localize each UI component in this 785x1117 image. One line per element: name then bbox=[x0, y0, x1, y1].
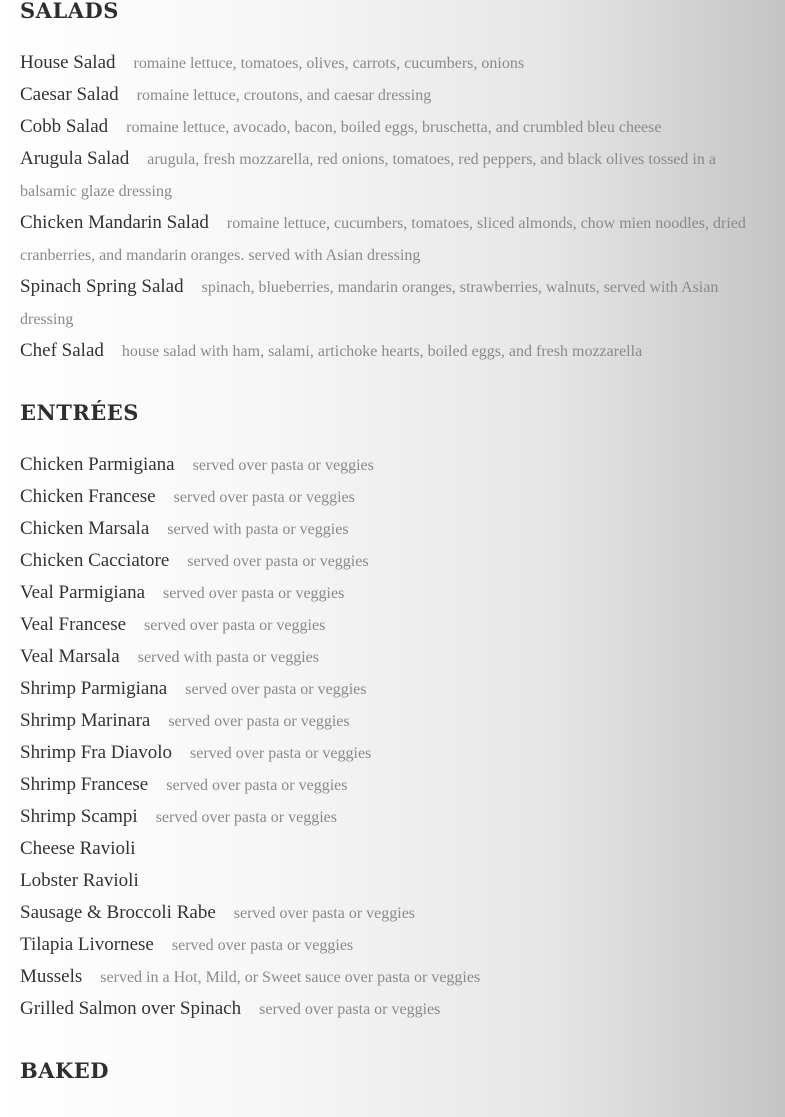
item-name: Tilapia Livornese bbox=[20, 934, 154, 955]
item-name: Shrimp Parmigiana bbox=[20, 678, 168, 699]
item-description: spinach, blueberries, mandarin oranges, strawberries, walnuts, served with Asian dressing bbox=[20, 279, 719, 328]
item-description: served over pasta or veggies bbox=[192, 457, 374, 474]
item-name: Chef Salad bbox=[20, 340, 104, 361]
item-description: served in a Hot, Mild, or Sweet sauce over pasta or veggies bbox=[100, 969, 481, 986]
item-description: served over pasta or veggies bbox=[171, 937, 354, 954]
menu-item bbox=[20, 641, 765, 673]
menu-item bbox=[20, 513, 765, 545]
item-name: Caesar Salad bbox=[20, 84, 119, 105]
item-description: served over pasta or veggies bbox=[144, 617, 326, 634]
item-name: Shrimp Francese bbox=[20, 774, 149, 795]
item-name: House Salad bbox=[20, 52, 116, 73]
item-description: arugula, fresh mozzarella, red onions, tomatoes, red peppers, and black olives tossed in a balsamic glaze dressing bbox=[20, 151, 716, 200]
item-name: Veal Marsala bbox=[20, 646, 120, 667]
item-name: Shrimp Fra Diavolo bbox=[20, 742, 172, 763]
menu-item bbox=[20, 737, 765, 769]
menu-item bbox=[20, 335, 765, 367]
section-title: BAKED bbox=[20, 1058, 110, 1083]
menu-item bbox=[20, 79, 765, 111]
menu-item bbox=[20, 449, 765, 481]
section-title: ENTRÉES bbox=[20, 400, 139, 425]
menu-item bbox=[20, 673, 765, 705]
menu-item bbox=[20, 801, 765, 833]
item-description: served over pasta or veggies bbox=[168, 713, 350, 730]
item-description: romaine lettuce, croutons, and caesar dressing bbox=[136, 87, 432, 104]
menu-item bbox=[20, 961, 765, 993]
item-name: Shrimp Marinara bbox=[20, 710, 151, 731]
menu-item bbox=[20, 271, 765, 335]
item-name: Chicken Parmigiana bbox=[20, 454, 175, 475]
item-description: served over pasta or veggies bbox=[185, 681, 367, 698]
item-description: served over pasta or veggies bbox=[233, 905, 416, 922]
item-name: Sausage & Broccoli Rabe bbox=[20, 902, 216, 923]
menu bbox=[20, 0, 765, 1117]
menu-item bbox=[20, 47, 765, 79]
item-name: Chicken Francese bbox=[20, 486, 156, 507]
item-name: Mussels bbox=[20, 966, 83, 987]
menu-item bbox=[20, 929, 765, 961]
item-name: Lobster Ravioli bbox=[20, 870, 139, 891]
item-name: Chicken Cacciatore bbox=[20, 550, 170, 571]
menu-item bbox=[20, 833, 765, 865]
item-name: Spinach Spring Salad bbox=[20, 276, 184, 297]
item-description: romaine lettuce, avocado, bacon, boiled eggs, bruschetta, and crumbled bleu cheese bbox=[126, 119, 662, 136]
item-list bbox=[20, 449, 765, 1025]
item-description: served over pasta or veggies bbox=[166, 777, 348, 794]
menu-item bbox=[20, 207, 765, 271]
item-description: house salad with ham, salami, artichoke hearts, boiled eggs, and fresh mozzarella bbox=[121, 343, 643, 360]
item-name: Chicken Marsala bbox=[20, 518, 150, 539]
menu-item bbox=[20, 769, 765, 801]
item-description: romaine lettuce, cucumbers, tomatoes, sliced almonds, chow mien noodles, dried cranberries, and mandarin oranges. served with Asian dressing bbox=[20, 215, 746, 264]
menu-item bbox=[20, 897, 765, 929]
item-description: served over pasta or veggies bbox=[173, 489, 355, 506]
menu-item bbox=[20, 609, 765, 641]
item-description: romaine lettuce, tomatoes, olives, carrots, cucumbers, onions bbox=[133, 55, 525, 72]
item-name: Shrimp Scampi bbox=[20, 806, 138, 827]
item-description: served over pasta or veggies bbox=[190, 745, 372, 762]
menu-item bbox=[20, 111, 765, 143]
section-salads bbox=[20, 0, 765, 367]
item-name: Veal Parmigiana bbox=[20, 582, 146, 603]
item-description: served over pasta or veggies bbox=[155, 809, 337, 826]
item-description: served with pasta or veggies bbox=[167, 521, 349, 538]
item-description: served with pasta or veggies bbox=[137, 649, 319, 666]
section-baked bbox=[20, 1054, 765, 1088]
section-entrees bbox=[20, 396, 765, 1025]
item-name: Veal Francese bbox=[20, 614, 127, 635]
menu-item bbox=[20, 481, 765, 513]
section-title: SALADS bbox=[20, 0, 119, 23]
item-name: Arugula Salad bbox=[20, 148, 130, 169]
item-list bbox=[20, 47, 765, 367]
item-name: Cheese Ravioli bbox=[20, 838, 136, 859]
item-description: served over pasta or veggies bbox=[163, 585, 345, 602]
menu-item bbox=[20, 545, 765, 577]
menu-item bbox=[20, 865, 765, 897]
menu-item bbox=[20, 143, 765, 207]
item-name: Grilled Salmon over Spinach bbox=[20, 998, 242, 1019]
item-name: Chicken Mandarin Salad bbox=[20, 212, 209, 233]
menu-item bbox=[20, 577, 765, 609]
menu-item bbox=[20, 705, 765, 737]
item-description: served over pasta or veggies bbox=[259, 1001, 441, 1018]
item-name: Cobb Salad bbox=[20, 116, 109, 137]
menu-item bbox=[20, 993, 765, 1025]
item-description: served over pasta or veggies bbox=[187, 553, 369, 570]
